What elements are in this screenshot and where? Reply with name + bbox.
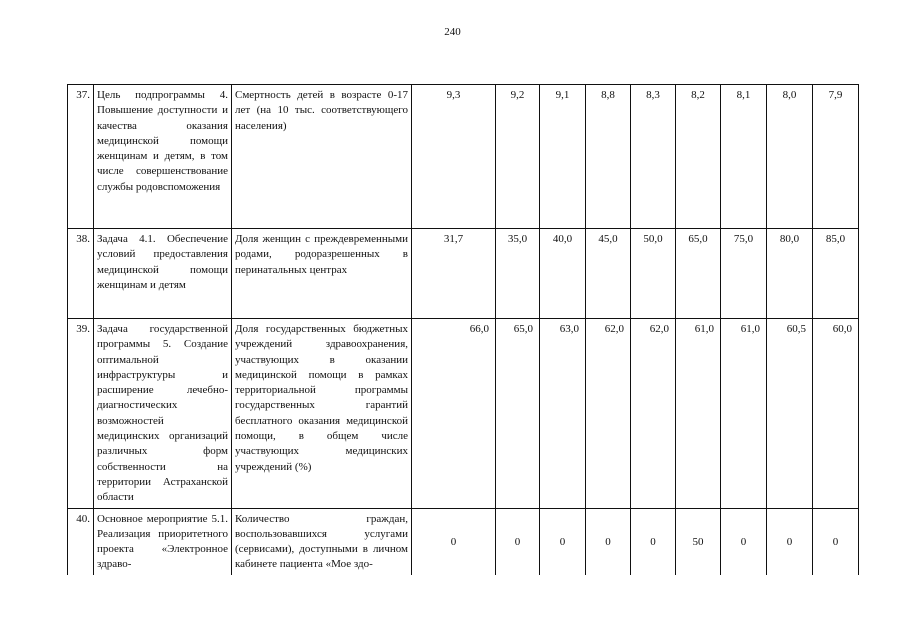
- value-cell: 0: [721, 508, 767, 575]
- value-cell: 50,0: [631, 229, 676, 319]
- indicator-cell: Доля государственных бюджетных учреждений здравоохранения, участвующих в оказании медицинской помощи в рамках территориальной программы государственных гарантий бесплатного оказания медицинской помощи, в общем числе участвующих медицинских учреждений (%): [232, 319, 412, 509]
- table-row: [68, 229, 859, 319]
- indicator-cell: Доля женщин с преждевременными родами, родоразрешенных в перинатальных центрах: [232, 229, 412, 319]
- value-cell: 61,0: [676, 319, 721, 509]
- value-cell: 0: [813, 508, 859, 575]
- indicators-table: [67, 84, 859, 575]
- row-number: 38.: [68, 229, 94, 319]
- value-cell: 85,0: [813, 229, 859, 319]
- page-number: 240: [444, 26, 461, 38]
- row-number: 40.: [68, 508, 94, 575]
- value-cell: 60,0: [813, 319, 859, 509]
- row-number: 37.: [68, 85, 94, 229]
- value-cell: 66,0: [412, 319, 496, 509]
- goal-cell: Цель подпрограммы 4. Повышение доступности и качества оказания медицинской помощи женщинам и детям, в том числе совершенствование службы родовспоможения: [94, 85, 232, 229]
- value-cell: 0: [412, 508, 496, 575]
- indicator-cell: Количество граждан, воспользовавшихся услугами (сервисами), доступными в личном кабинете пациента «Мое здо-: [232, 508, 412, 575]
- value-cell: 80,0: [767, 229, 813, 319]
- indicator-cell: Смертность детей в возрасте 0-17 лет (на 10 тыс. соответствующего населения): [232, 85, 412, 229]
- row-number: 39.: [68, 319, 94, 509]
- value-cell: 63,0: [540, 319, 586, 509]
- value-cell: 31,7: [412, 229, 496, 319]
- value-cell: 8,0: [767, 85, 813, 229]
- goal-cell: Основное мероприятие 5.1. Реализация приоритетного проекта «Электронное здраво-: [94, 508, 232, 575]
- value-cell: 9,1: [540, 85, 586, 229]
- value-cell: 61,0: [721, 319, 767, 509]
- value-cell: 35,0: [496, 229, 540, 319]
- value-cell: 8,1: [721, 85, 767, 229]
- value-cell: 9,2: [496, 85, 540, 229]
- goal-cell: Задача государственной программы 5. Создание оптимальной инфраструктуры и расширение лечебно-диагностических возможностей медицинских организаций различных форм собственности на территории Астраханской области: [94, 319, 232, 509]
- value-cell: 0: [767, 508, 813, 575]
- value-cell: 60,5: [767, 319, 813, 509]
- value-cell: 9,3: [412, 85, 496, 229]
- value-cell: 0: [496, 508, 540, 575]
- value-cell: 8,2: [676, 85, 721, 229]
- table-row: [68, 85, 859, 229]
- value-cell: 62,0: [586, 319, 631, 509]
- value-cell: 0: [540, 508, 586, 575]
- value-cell: 0: [586, 508, 631, 575]
- value-cell: 75,0: [721, 229, 767, 319]
- value-cell: 45,0: [586, 229, 631, 319]
- value-cell: 65,0: [496, 319, 540, 509]
- value-cell: 50: [676, 508, 721, 575]
- value-cell: 8,8: [586, 85, 631, 229]
- table-row: [68, 319, 859, 509]
- value-cell: 8,3: [631, 85, 676, 229]
- value-cell: 62,0: [631, 319, 676, 509]
- value-cell: 40,0: [540, 229, 586, 319]
- value-cell: 65,0: [676, 229, 721, 319]
- value-cell: 0: [631, 508, 676, 575]
- value-cell: 7,9: [813, 85, 859, 229]
- goal-cell: Задача 4.1. Обеспечение условий предоставления медицинской помощи женщинам и детям: [94, 229, 232, 319]
- table-row: [68, 508, 859, 575]
